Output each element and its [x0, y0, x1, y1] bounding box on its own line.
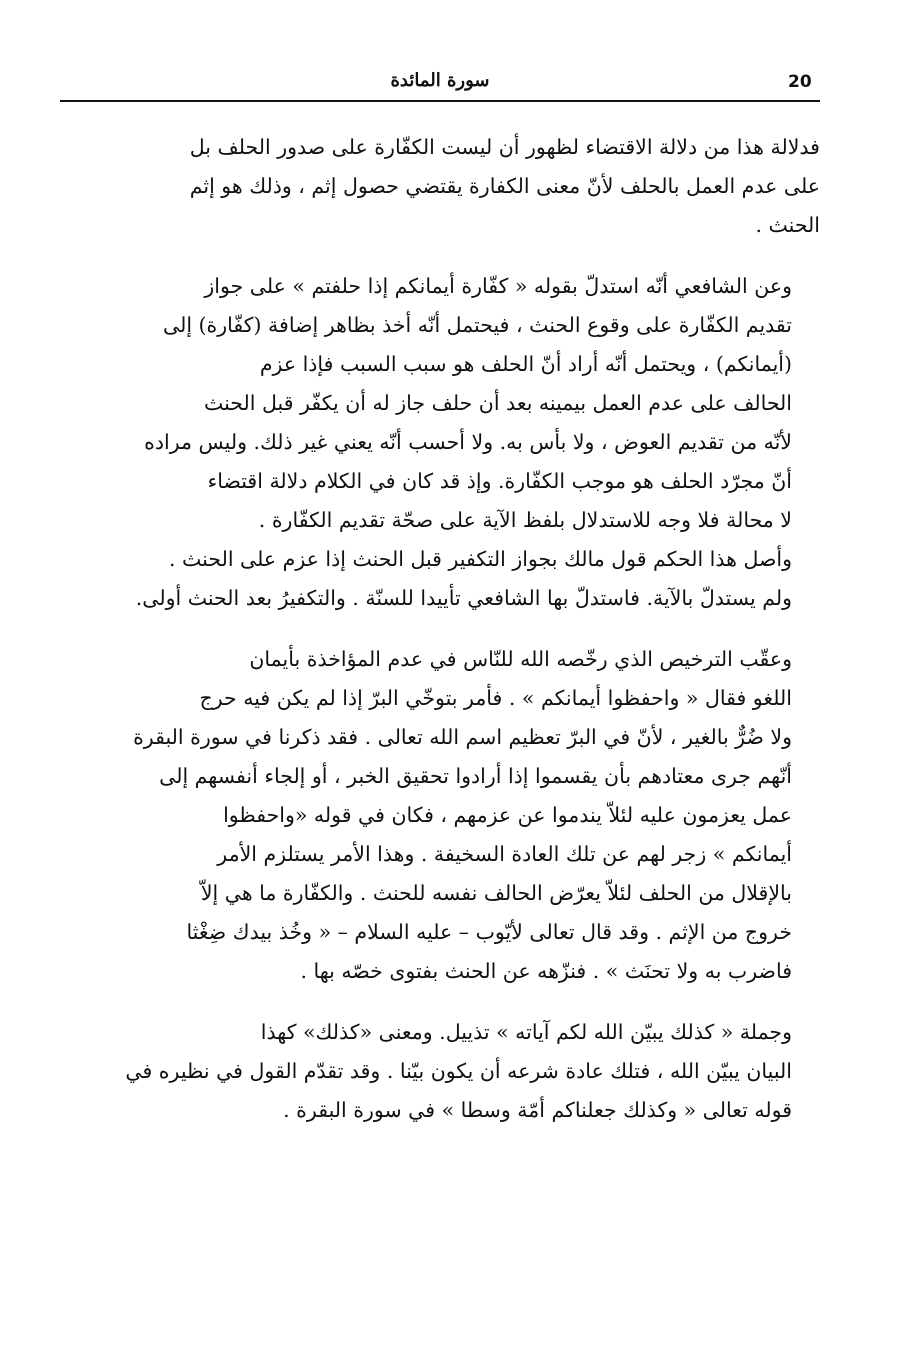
text-line: وعقّب الترخيص الذي رخّصه الله للنّاس في عدم المؤاخذة بأيمان	[249, 647, 792, 671]
text-line: وأصل هذا الحكم قول مالك بجواز التكفير قبل الحنث إذا عزم على الحنث .	[169, 547, 792, 571]
page-number: 20	[788, 72, 812, 92]
text-line: الحنث .	[755, 213, 820, 237]
text-line: على عدم العمل بالحلف لأنّ معنى الكفارة يقتضي حصول إثم ، وذلك هو إثم	[189, 174, 820, 198]
paragraph-4	[60, 1013, 820, 1130]
text-line: وجملة « كذلك يبيّن الله لكم آياته » تذييل. ومعنى «كذلك» كهذا	[260, 1020, 792, 1044]
paragraph-3	[60, 640, 820, 991]
text-line: عمل يعزمون عليه لئلاّ يندموا عن عزمهم ، فكان في قوله «واحفظوا	[223, 803, 792, 827]
text-line: أنّ مجرّد الحلف هو موجب الكفّارة. وإذ قد كان في الكلام دلالة اقتضاء	[207, 469, 792, 493]
document-page	[60, 60, 820, 1340]
text-line: فاضرب به ولا تحنَث » . فنزّهه عن الحنث بفتوى خصّه بها .	[300, 959, 792, 983]
text-line: لا محالة فلا وجه للاستدلال بلفظ الآية على صحّة تقديم الكفّارة .	[258, 508, 792, 532]
text-line: لأنّه من تقديم العوض ، ولا بأس به. ولا أحسب أنّه يعني غير ذلك. وليس مراده	[144, 430, 792, 454]
text-line: البيان يبيّن الله ، فتلك عادة شرعه أن يكون بيّنا . وقد تقدّم القول في نظيره في	[125, 1059, 792, 1083]
text-line: تقديم الكفّارة على وقوع الحنث ، فيحتمل أنّه أخذ بظاهر إضافة (كفّارة) إلى	[162, 313, 792, 337]
text-line: فدلالة هذا من دلالة الاقتضاء لظهور أن ليست الكفّارة على صدور الحلف بل	[189, 135, 820, 159]
text-line: بالإقلال من الحلف لئلاّ يعرّض الحالف نفسه للحنث . والكفّارة ما هي إلاّ	[200, 881, 792, 905]
text-line: الحالف على عدم العمل بيمينه بعد أن حلف جاز له أن يكفّر قبل الحنث	[203, 391, 792, 415]
page-body	[60, 128, 820, 1152]
text-line: قوله تعالى « وكذلك جعلناكم أمّة وسطا » في سورة البقرة .	[283, 1098, 792, 1122]
text-line: ولا ضُرٌّ بالغير ، لأنّ في البرّ تعظيم اسم الله تعالى . فقد ذكرنا في سورة البقرة	[133, 725, 792, 749]
text-line: اللغو فقال « واحفظوا أيمانكم » . فأمر بتوخّي البرّ إذا لم يكن فيه حرج	[199, 686, 792, 710]
text-line: (أيمانكم) ، ويحتمل أنّه أراد أنّ الحلف هو سبب السبب فإذا عزم	[259, 352, 792, 376]
text-line: أيمانكم » زجر لهم عن تلك العادة السخيفة . وهذا الأمر يستلزم الأمر	[217, 842, 792, 866]
running-head: سورة المائدة	[390, 70, 490, 91]
paragraph-1	[60, 128, 820, 245]
text-line: ولم يستدلّ بالآية. فاستدلّ بها الشافعي تأييدا للسنّة . والتكفيرُ بعد الحنث أولى.	[135, 586, 792, 610]
text-line: وعن الشافعي أنّه استدلّ بقوله « كفّارة أيمانكم إذا حلفتم » على جواز	[204, 274, 792, 298]
page-header	[60, 60, 820, 100]
text-line: أنّهم جرى معتادهم بأن يقسموا إذا أرادوا تحقيق الخبر ، أو إلجاء أنفسهم إلى	[159, 764, 792, 788]
paragraph-2	[60, 267, 820, 618]
header-rule	[60, 100, 820, 102]
text-line: خروج من الإثم . وقد قال تعالى لأيّوب – عليه السلام – « وخُذ بيدك ضِغْثا	[186, 920, 792, 944]
